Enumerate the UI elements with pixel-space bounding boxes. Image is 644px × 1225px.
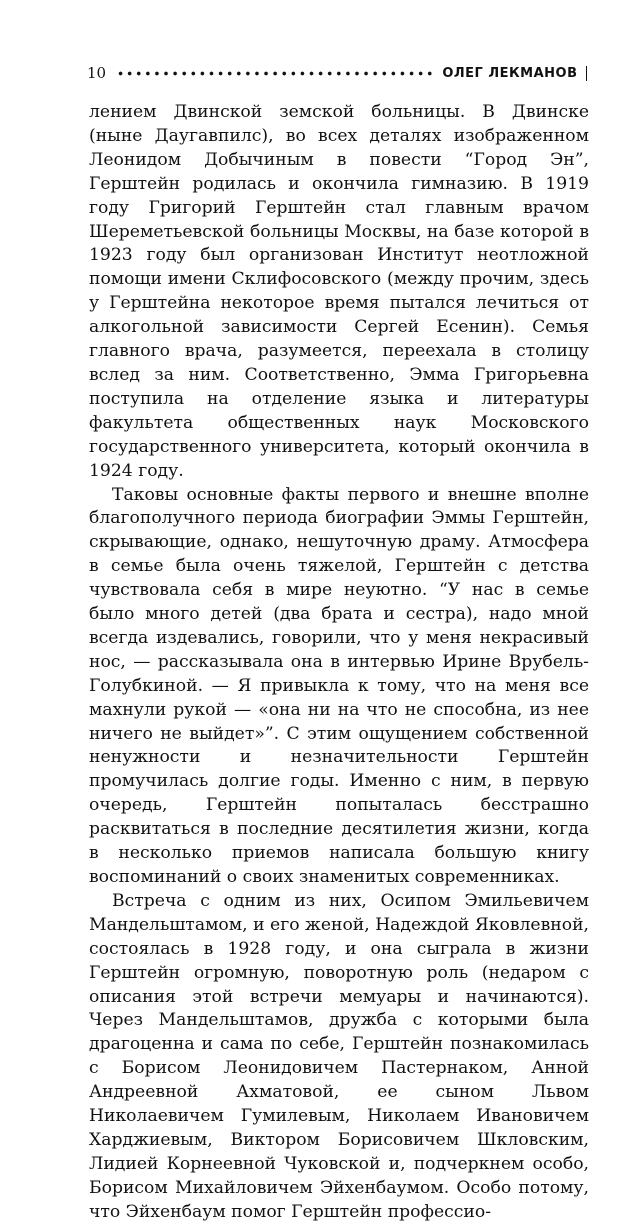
page-header — [87, 62, 587, 84]
paragraph-1: лением Двинской земской больницы. В Двинске (ныне Даугавпилс), во всех деталях изображенном Леонидом Добычиным в повести “Город Эн”, Герштейн родилась и окончила гимназию. В 1919 году Григорий Герштейн стал главным врачом Шереметьевской больницы Москвы, на базе которой в 1923 году был организован Институт неотложной помощи имени Склифосовского (между прочим, здесь у Герштейна некоторое время пытался лечиться от алкогольной зависимости Сергей Есенин). Семья главного врача, разумеется, переехала в столицу вслед за ним. Соответственно, Эмма Григорьевна поступила на отделение языка и литературы факультета общественных наук Московского государственного университета, который окончила в 1924 году. — [89, 102, 589, 481]
header-rule — [586, 66, 588, 81]
paragraph-3: Встреча с одним из них, Осипом Эмильевичем Мандельштамом, и его женой, Надеждой Яковлевной, состоялась в 1928 году, и она сыграла в жизни Герштейн огромную, поворотную роль (недаром с описания этой встречи мемуары и начинаются). Через Мандельштамов, дружба с которыми была драгоценна и сама по себе, Герштейн познакомилась с Борисом Леонидовичем Пастернаком, Анной Андреевной Ахматовой, ее сыном Львом Николаевичем Гумилевым, Николаем Ивановичем Харджиевым, Виктором Борисовичем Шкловским, Лидией Корнеевной Чуковской и, подчеркнем особо, Борисом Михайловичем Эйхенбаумом. Особо потому, что Эйхенбаум помог Герштейн профессио- — [89, 890, 589, 1222]
body-text — [89, 101, 589, 1225]
paragraph-2: Таковы основные факты первого и внешне вполне благополучного периода биографии Эммы Герштейн, скрывающие, однако, нешуточную драму. Атмосфера в семье была очень тяжелой, Герштейн с детства чувствовала себя в мире неуютно. “У нас в семье было много детей (два брата и сестра), надо мной всегда издевались, говорили, что у меня некрасивый нос, — рассказывала она в интервью Ирине Врубель-Голубкиной. — Я привыкла к тому, что на меня все махнули рукой — «она ни на что не способна, из нее ничего не выйдет»”. С этим ощущением собственной ненужности и незначительности Герштейн промучилась долгие годы. Именно с ним, в первую очередь, Герштейн попыталась бесстрашно расквитаться в последние десятилетия жизни, когда в несколько приемов написала большую книгу воспоминаний о своих знаменитых современниках. — [89, 484, 589, 887]
page-number: 10 — [87, 64, 107, 82]
running-head-author: ОЛЕГ ЛЕКМАНОВ — [442, 65, 578, 81]
dotted-leader — [116, 71, 432, 76]
